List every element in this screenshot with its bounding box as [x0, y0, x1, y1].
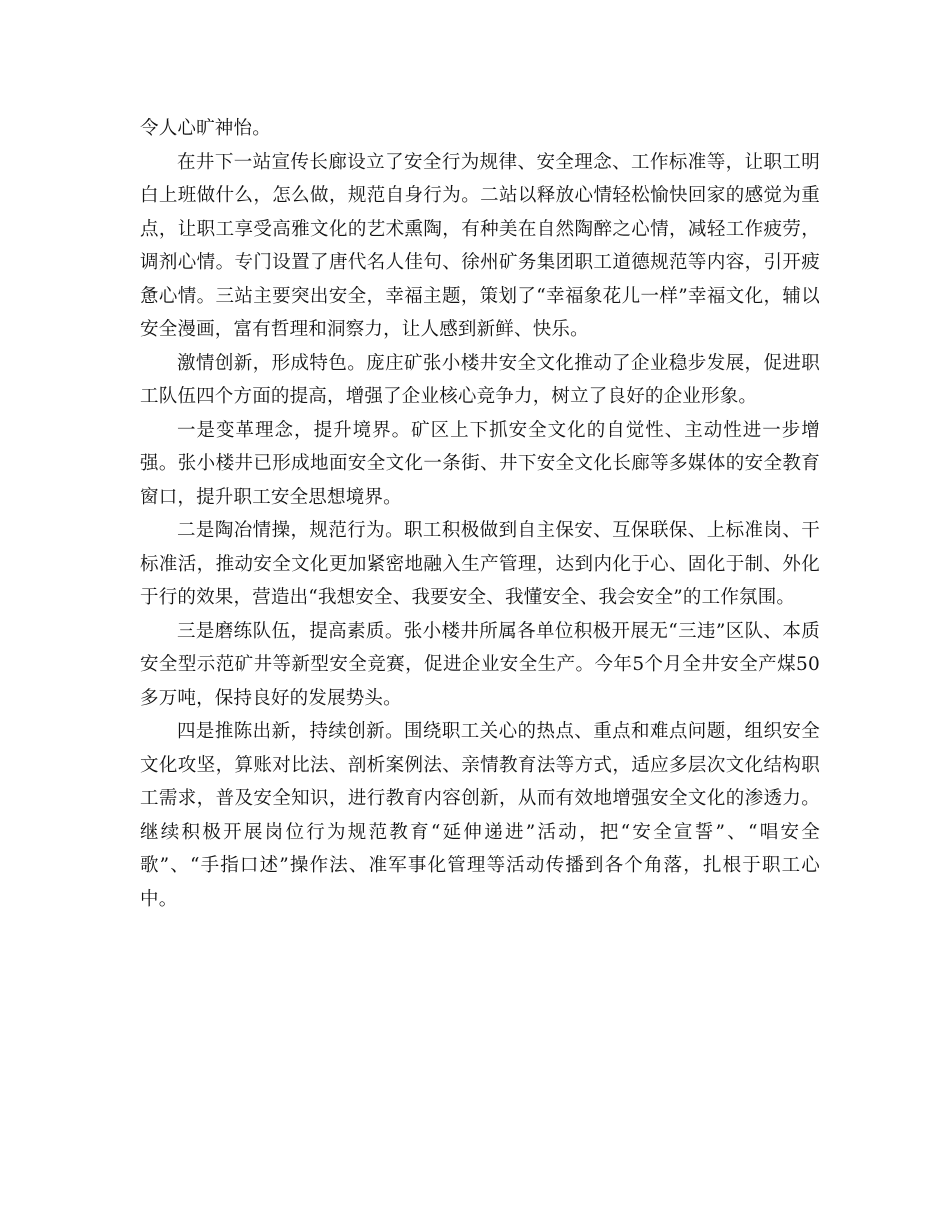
paragraph-4: 一是变革理念，提升境界。矿区上下抓安全文化的自觉性、主动性进一步增强。张小楼井已形成地面安全文化一条街、井下安全文化长廊等多媒体的安全教育窗口，提升职工安全思想境界。 — [140, 419, 820, 508]
document-body — [140, 112, 820, 916]
paragraph-7: 四是推陈出新，持续创新。围绕职工关心的热点、重点和难点问题，组织安全文化攻坚，算账对比法、剖析案例法、亲情教育法等方式，适应多层次文化结构职工需求，普及安全知识，进行教育内容创新，从而有效地增强安全文化的渗透力。继续积极开展岗位行为规范教育“延伸递进”活动，把“安全宣誓”、“唱安全歌”、“手指口述”操作法、准军事化管理等活动传播到各个角落，扎根于职工心中。 — [140, 721, 820, 910]
paragraph-5: 二是陶冶情操，规范行为。职工积极做到自主保安、互保联保、上标准岗、干标准活，推动安全文化更加紧密地融入生产管理，达到内化于心、固化于制、外化于行的效果，营造出“我想安全、我要安全、我懂安全、我会安全”的工作氛围。 — [140, 520, 820, 608]
paragraph-3: 激情创新，形成特色。庞庄矿张小楼井安全文化推动了企业稳步发展，促进职工队伍四个方面的提高，增强了企业核心竞争力，树立了良好的企业形象。 — [140, 352, 820, 407]
paragraph-2: 在井下一站宣传长廊设立了安全行为规律、安全理念、工作标准等，让职工明白上班做什么，怎么做，规范自身行为。二站以释放心情轻松愉快回家的感觉为重点，让职工享受高雅文化的艺术熏陶，有种美在自然陶醉之心情，减轻工作疲劳，调剂心情。专门设置了唐代名人佳句、徐州矿务集团职工道德规范等内容，引开疲惫心情。三站主要突出安全，幸福主题，策划了“幸福象花儿一样”幸福文化，辅以安全漫画，富有哲理和洞察力，让人感到新鲜、快乐。 — [140, 151, 820, 340]
paragraph-1: 令人心旷神怡。 — [140, 118, 271, 139]
paragraph-6: 三是磨练队伍，提高素质。张小楼井所属各单位积极开展无“三违”区队、本质安全型示范矿井等新型安全竞赛，促进企业安全生产。今年5个月全井安全产煤50多万吨，保持良好的发展势头。 — [140, 620, 820, 709]
